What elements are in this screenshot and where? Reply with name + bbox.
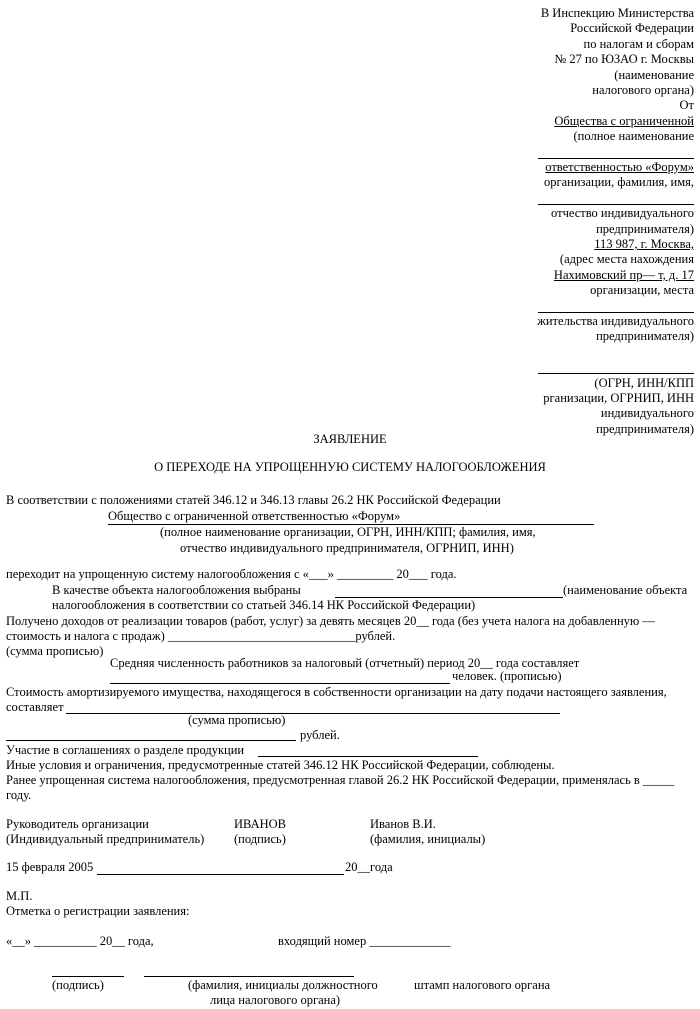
signature-role-note: (Индивидуальный предприниматель) xyxy=(6,832,205,846)
property-rubles: рублей. xyxy=(300,728,340,742)
property-rubles-blank xyxy=(6,740,296,741)
income-amount-line: стоимость и налога с продаж) ______________________________рублей. xyxy=(6,629,396,643)
header-blank-line xyxy=(538,312,694,313)
header-line: От xyxy=(679,98,694,113)
signature-role: Руководитель организации xyxy=(6,817,149,831)
employees-count-note: человек. (прописью) xyxy=(452,669,562,683)
signature-name: Иванов В.И. xyxy=(370,817,436,831)
date-blank xyxy=(97,874,344,875)
header-line: (адрес места нахождения xyxy=(559,252,694,267)
header-blank-line xyxy=(538,158,694,159)
registration-mark: Отметка о регистрации заявления: xyxy=(6,904,190,918)
header-line: Нахимовский пр— т, д. 17 xyxy=(553,267,694,282)
header-line: В Инспекцию Министерства xyxy=(540,6,694,20)
header-line: (ОГРН, ИНН/КПП xyxy=(594,375,694,390)
header-blank-line xyxy=(538,204,694,205)
header-line: рганизации, ОГРНИП, ИНН xyxy=(543,391,694,405)
header-line: 113 987, г. Москва, xyxy=(594,237,694,251)
psa-blank xyxy=(258,756,478,757)
tax-object-note: (наименование объекта xyxy=(563,583,688,597)
header-line: (полное наименование xyxy=(573,129,694,144)
header-line: предпринимателя) xyxy=(596,329,694,344)
signature-note: (подпись) xyxy=(234,832,286,846)
employees-line: Средняя численность работников за налоговый (отчетный) период 20__ года составляет xyxy=(110,656,580,670)
employees-count-line xyxy=(110,683,450,684)
header-line: № 27 по ЮЗАО г. Москвы xyxy=(554,52,694,67)
registrar-sign-line xyxy=(52,976,124,977)
tax-object-note-2: налогообложения в соответствии со статьей 346.14 НК Российской Федерации) xyxy=(52,598,476,612)
header-line: налогового органа) xyxy=(592,83,694,97)
transition-date-line: переходит на упрощенную систему налогообложения с «___» _________ 20___ года. xyxy=(6,567,457,581)
header-line: Общества с ограниченной xyxy=(554,113,694,128)
header-line: предпринимателя) xyxy=(596,221,694,236)
header-line: отчество индивидуального xyxy=(551,206,694,221)
income-line: Получено доходов от реализации товаров (работ, услуг) за девять месяцев 20__ года (без учета налога на добавленную — xyxy=(6,614,655,628)
property-value-line: Стоимость амортизируемого имущества, находящегося в собственности организации на дату подачи настоящего заявления, xyxy=(6,685,667,699)
document-subtitle: О ПЕРЕХОДЕ НА УПРОЩЕННУЮ СИСТЕМУ НАЛОГООБЛОЖЕНИЯ xyxy=(154,460,546,474)
property-value-label: составляет xyxy=(6,700,64,714)
registrar-sign-note: (подпись) xyxy=(52,978,104,992)
conditions-line: Иные условия и ограничения, предусмотренные статей 346.12 НК Российской Федерации, соблюдены. xyxy=(6,758,555,772)
registrar-name-note-2: лица налогового органа) xyxy=(210,993,341,1007)
date-left: 15 февраля 2005 xyxy=(6,860,94,874)
header-line: организации, фамилия, имя, xyxy=(543,175,694,190)
income-amount-note: (сумма прописью) xyxy=(6,644,104,658)
header-line: ответственностью «Форум» xyxy=(545,160,694,174)
signature-value: ИВАНОВ xyxy=(234,817,286,831)
header-line: жительства индивидуального xyxy=(537,314,694,328)
header-line: предпринимателя) xyxy=(596,421,694,436)
registration-date: «__» __________ 20__ года, xyxy=(6,934,154,948)
previous-usn-line: Ранее упрощенная система налогообложения, предусмотренная главой 26.2 НК Российской Федерации, применялась в _____ xyxy=(6,773,675,787)
psa-label: Участие в соглашениях о разделе продукции xyxy=(6,743,245,757)
property-value-note: (сумма прописью) xyxy=(188,713,286,727)
header-line: (наименование xyxy=(614,67,694,82)
header-line: Российской Федерации xyxy=(570,21,694,36)
previous-usn-year: году. xyxy=(6,788,32,802)
header-line: индивидуального xyxy=(600,406,694,421)
signature-name-note: (фамилия, инициалы) xyxy=(370,832,486,846)
organization-name-note-1: (полное наименование организации, ОГРН, ИНН/КПП; фамилия, имя, xyxy=(160,525,536,539)
header-line: организации, места xyxy=(590,283,694,298)
tax-office-stamp: штамп налогового органа xyxy=(414,978,551,992)
document-title: ЗАЯВЛЕНИЕ xyxy=(313,432,387,446)
property-value-blank xyxy=(66,713,560,714)
body-line-1: В соответствии с положениями статей 346.12 и 346.13 главы 26.2 НК Российской Федерации xyxy=(6,493,501,507)
organization-name: Общество с ограниченной ответственностью «Форум» xyxy=(108,509,401,523)
date-right: 20__года xyxy=(345,860,393,874)
stamp-mark: М.П. xyxy=(6,889,33,903)
header-blank-line xyxy=(538,373,694,374)
registrar-name-note-1: (фамилия, инициалы должностного xyxy=(188,978,378,992)
header-line: по налогам и сборам xyxy=(583,36,694,51)
organization-name-note-2: отчество индивидуального предпринимателя, ОГРНИП, ИНН) xyxy=(180,541,514,555)
registrar-name-line xyxy=(144,976,354,977)
incoming-number: входящий номер _____________ xyxy=(278,934,451,948)
tax-object-label: В качестве объекта налогообложения выбраны xyxy=(52,583,301,597)
